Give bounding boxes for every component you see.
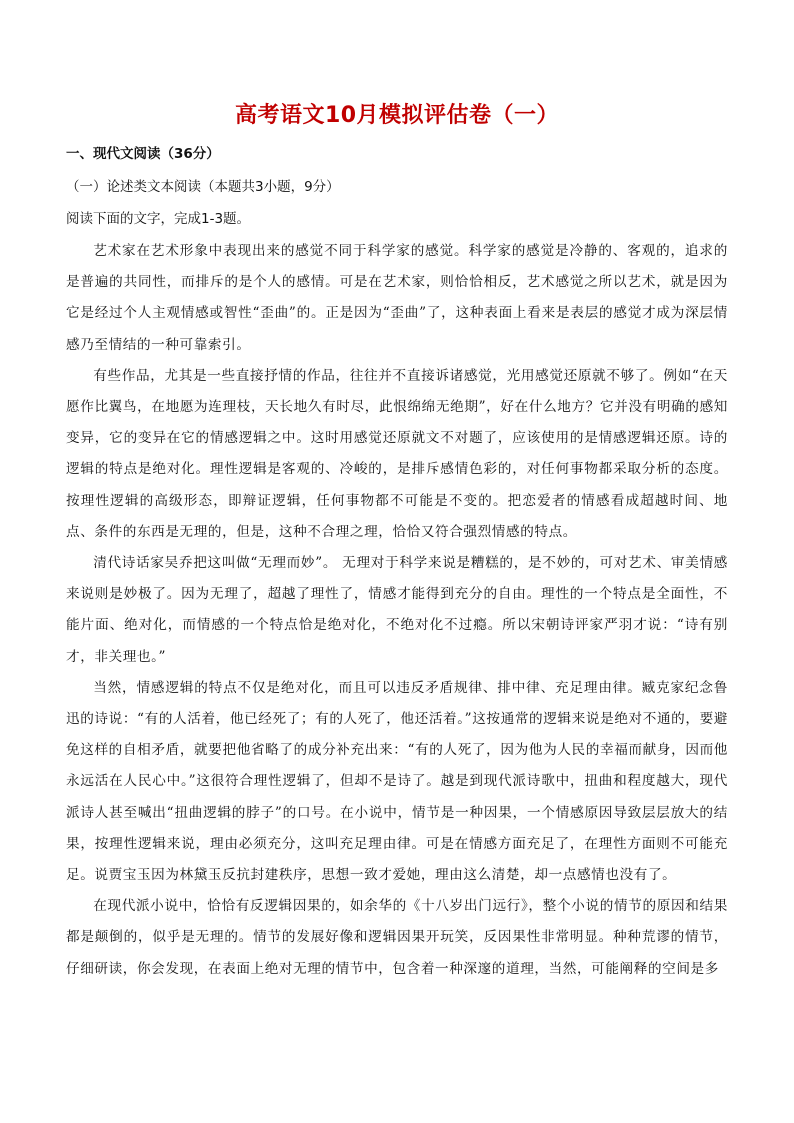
sub-heading: （一）论述类文本阅读（本题共3小题，9分） <box>66 179 340 195</box>
paragraph-1: 艺术家在艺术形象中表现出来的感觉不同于科学家的感觉。科学家的感觉是冷静的、客观的，追求的是普遍的共同性，而排斥的是个人的感情。可是在艺术家，则恰恰相反，艺术感觉之所以艺术，就是因为它是经过个人主观情感或智性“歪曲”的。正是因为“歪曲”了，这种表面上看来是表层的感觉才成为深层情感乃至情结的一种可靠索引。 <box>66 243 728 353</box>
reading-instruction: 阅读下面的文字，完成1-3题。 <box>66 211 251 227</box>
paragraph-3: 清代诗话家吴乔把这叫做“无理而妙”。 无理对于科学来说是糟糕的，是不妙的，可对艺术、审美情感来说则是妙极了。因为无理了，超越了理性了，情感才能得到充分的自由。理性的一个特点是全面性，不能片面、绝对化，而情感的一个特点恰是绝对化，不绝对化不过瘾。所以宋朝诗评家严羽才说：“诗有别才，非关理也。” <box>66 555 728 665</box>
paragraph-4: 当然，情感逻辑的特点不仅是绝对化，而且可以违反矛盾规律、排中律、充足理由律。臧克家纪念鲁迅的诗说：“有的人活着，他已经死了；有的人死了，他还活着。”这按通常的逻辑来说是绝对不通的，要避免这样的自相矛盾，就要把他省略了的成分补充出来：“有的人死了，因为他为人民的幸福而献身，因而他永远活在人民心中。”这很符合理性逻辑了，但却不是诗了。越是到现代派诗歌中，扭曲和程度越大，现代派诗人甚至喊出“扭曲逻辑的脖子”的口号。在小说中，情节是一种因果，一个情感原因导致层层放大的结果，按理性逻辑来说，理由必须充分，这叫充足理由律。可是在情感方面充足了，在理性方面则不可能充足。说贾宝玉因为林黛玉反抗封建秩序，思想一致才爱她，理由这么清楚，却一点感情也没有了。 <box>66 679 728 884</box>
document-title: 高考语文10月模拟评估卷（一） <box>234 103 560 128</box>
paragraph-5: 在现代派小说中，恰恰有反逻辑因果的，如余华的《十八岁出门远行》，整个小说的情节的原因和结果都是颠倒的，似乎是无理的。情节的发展好像和逻辑因果开玩笑，反因果性非常明显。种种荒谬的情节，仔细研读，你会发现，在表面上绝对无理的情节中，包含着一种深邃的道理，当然，可能阐释的空间是多 <box>66 898 728 977</box>
paragraph-2: 有些作品，尤其是一些直接抒情的作品，往往并不直接诉诸感觉，光用感觉还原就不够了。例如“在天愿作比翼鸟，在地愿为连理枝，天长地久有时尽，此恨绵绵无绝期”，好在什么地方？它并没有明确的感知变异，它的变异在它的情感逻辑之中。这时用感觉还原就文不对题了，应该使用的是情感逻辑还原。诗的逻辑的特点是绝对化。理性逻辑是客观的、冷峻的，是排斥感情色彩的，对任何事物都采取分析的态度。按理性逻辑的高级形态，即辩证逻辑，任何事物都不可能是不变的。把恋爱者的情感看成超越时间、地点、条件的东西是无理的，但是，这种不合理之理，恰恰又符合强烈情感的特点。 <box>66 367 728 540</box>
section-heading: 一、现代文阅读（36分） <box>66 146 220 162</box>
reading-passage <box>66 236 728 985</box>
